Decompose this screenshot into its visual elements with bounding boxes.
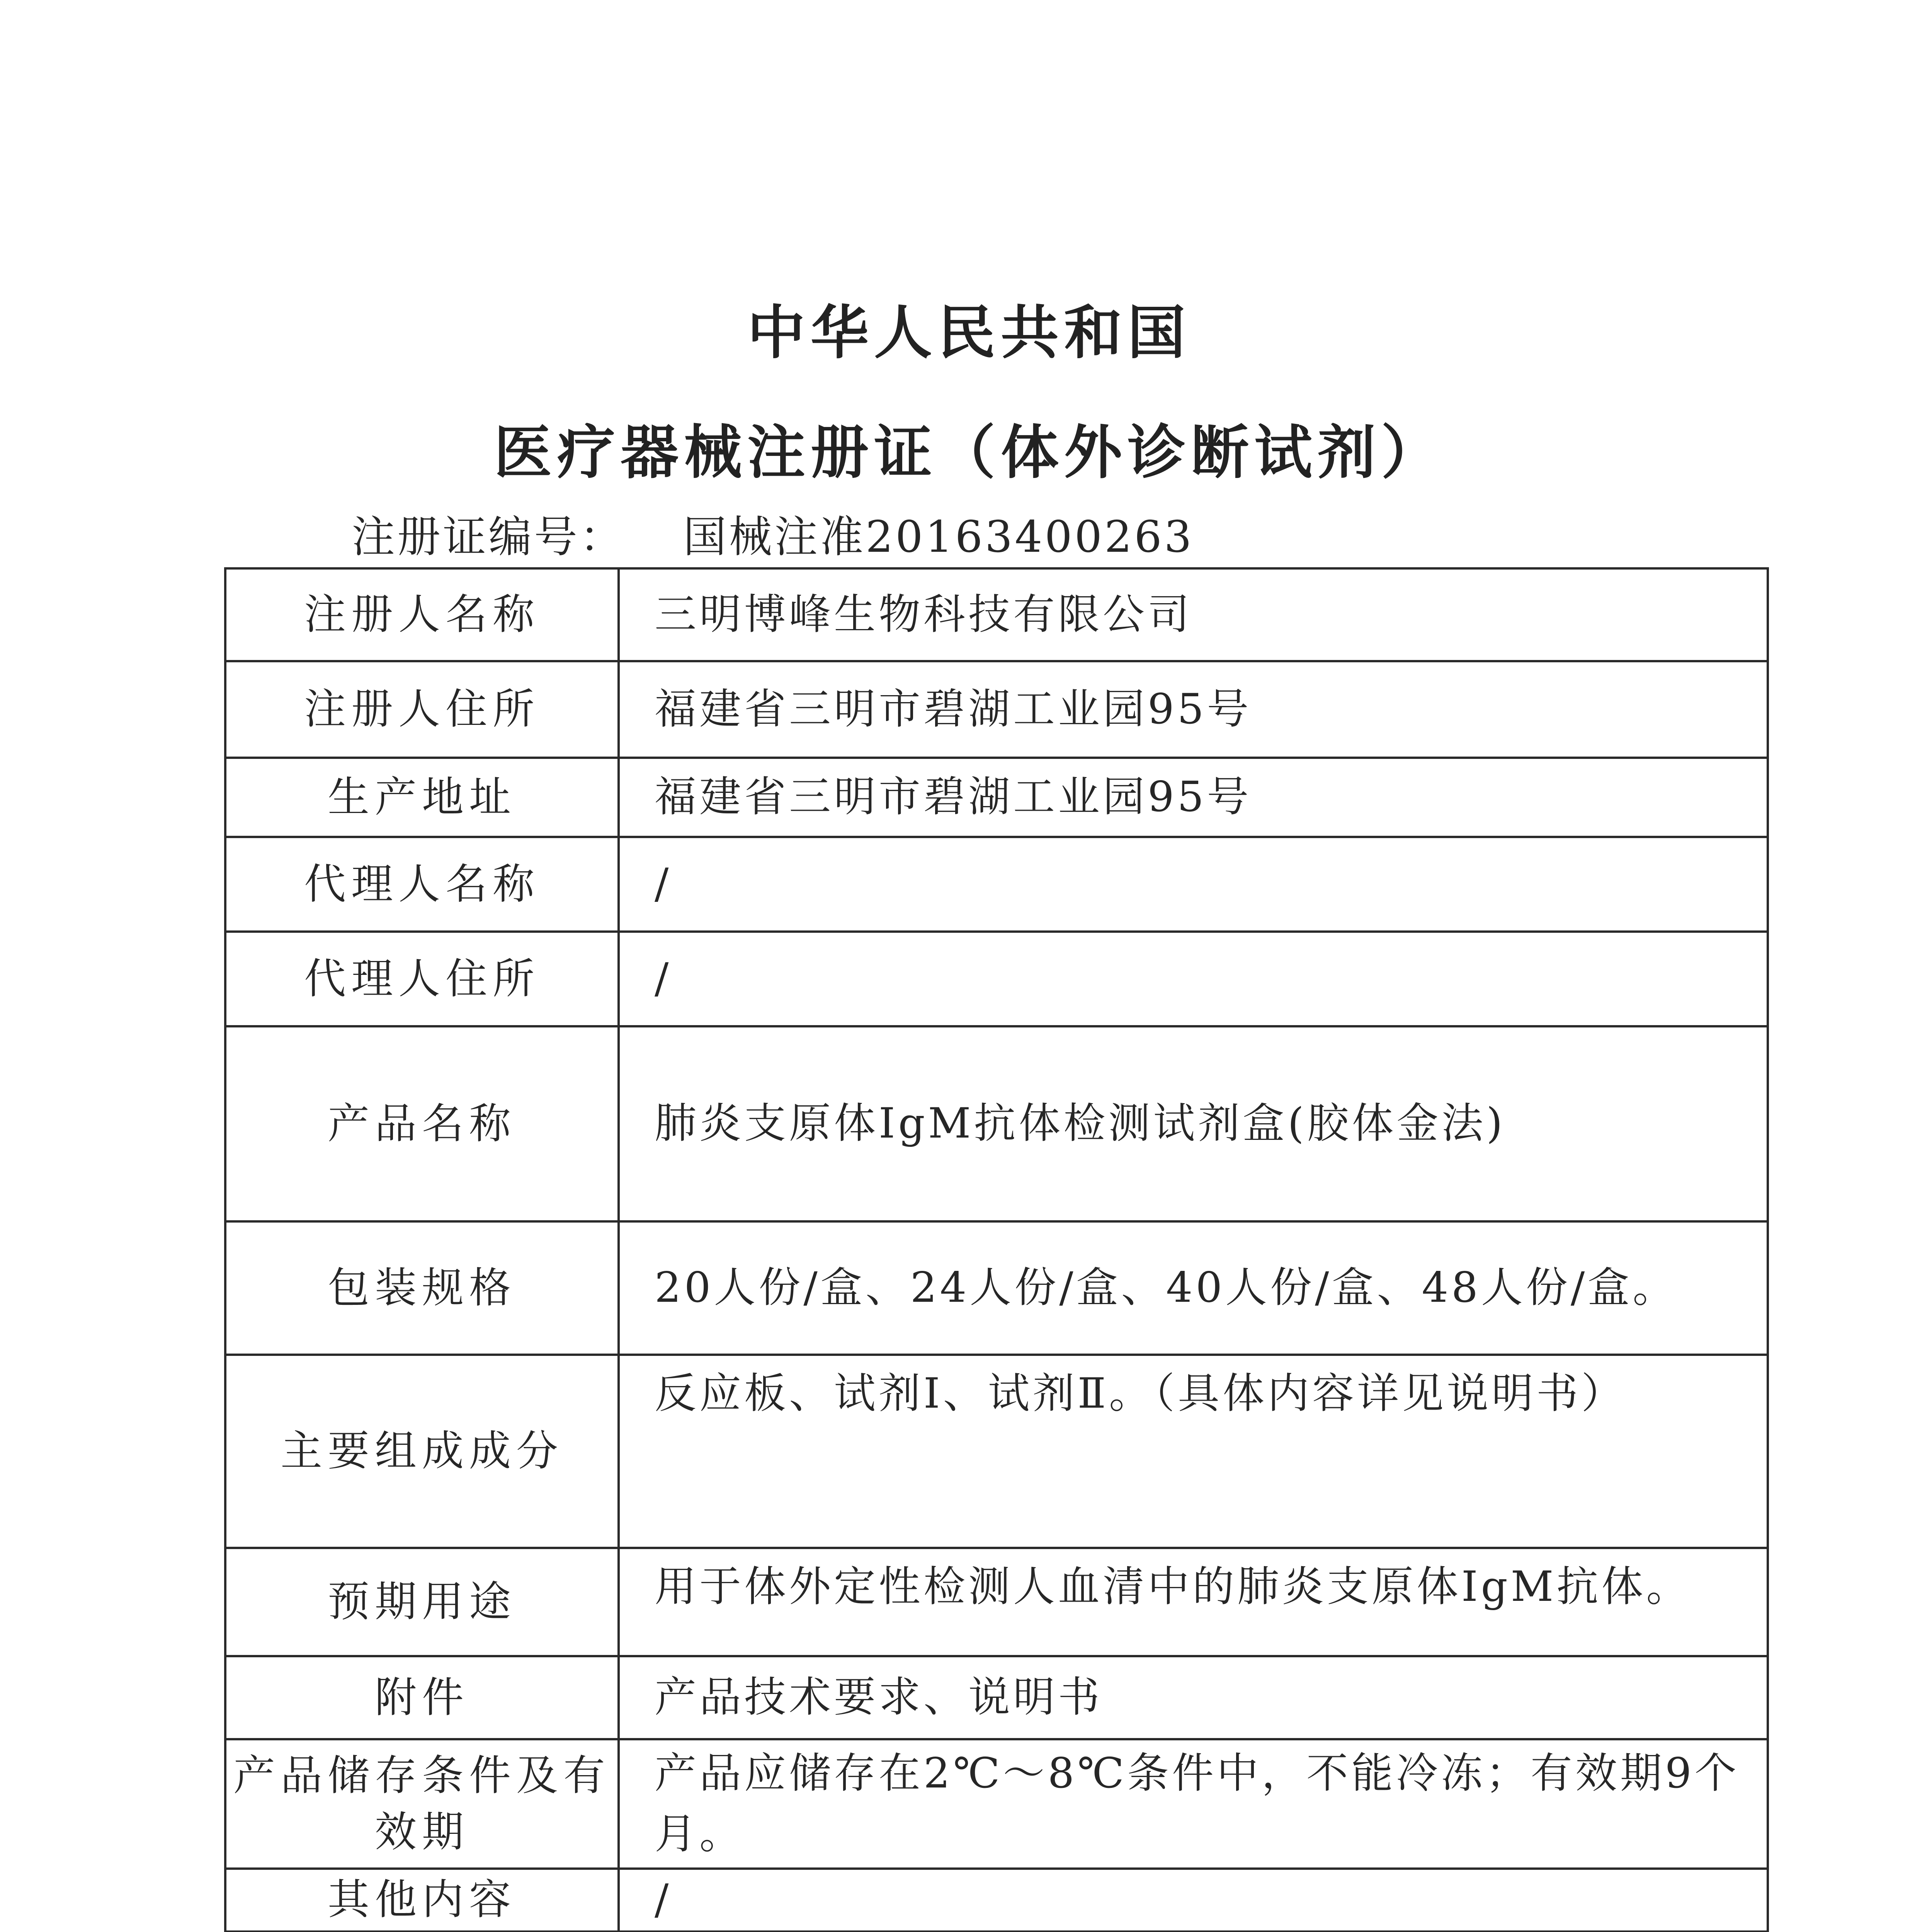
row-label: 代理人名称 [225, 837, 619, 932]
row-value: 产品应储存在2℃～8℃条件中，不能冷冻；有效期9个月。 [619, 1739, 1768, 1869]
row-value: 肺炎支原体IgM抗体检测试剂盒(胶体金法) [619, 1026, 1768, 1221]
row-label: 其他内容 [225, 1869, 619, 1932]
row-attachments [225, 1656, 1768, 1739]
row-label: 包装规格 [225, 1221, 619, 1355]
row-value: 福建省三明市碧湖工业园95号 [619, 758, 1768, 837]
row-value: 20人份/盒、24人份/盒、40人份/盒、48人份/盒。 [619, 1221, 1768, 1355]
row-value: / [619, 932, 1768, 1026]
row-label: 预期用途 [225, 1548, 619, 1656]
certificate-table [224, 567, 1769, 1932]
row-value: / [619, 1869, 1768, 1932]
row-value: 三明博峰生物科技有限公司 [619, 568, 1768, 661]
row-label: 注册人住所 [225, 661, 619, 758]
row-agent-name [225, 837, 1768, 932]
registration-number [352, 502, 1194, 565]
row-label: 附件 [225, 1656, 619, 1739]
row-intended-use [225, 1548, 1768, 1656]
row-value: 反应板、试剂Ⅰ、试剂Ⅱ。（具体内容详见说明书） [619, 1355, 1768, 1548]
row-label: 生产地址 [225, 758, 619, 837]
row-label: 产品名称 [225, 1026, 619, 1221]
row-label: 产品储存条件及有效期 [225, 1739, 619, 1869]
row-package-spec [225, 1221, 1768, 1355]
row-value: 福建省三明市碧湖工业园95号 [619, 661, 1768, 758]
registration-number-value: 国械注准20163400263 [683, 512, 1194, 562]
document-title: 医疗器械注册证（体外诊断试剂） [493, 418, 1444, 486]
row-production-address [225, 758, 1768, 837]
row-label: 主要组成成分 [225, 1355, 619, 1548]
row-storage-validity [225, 1739, 1768, 1869]
row-label: 注册人名称 [225, 568, 619, 661]
registration-number-label: 注册证编号： [352, 512, 625, 562]
row-value: 用于体外定性检测人血清中的肺炎支原体IgM抗体。 [619, 1548, 1768, 1656]
row-agent-address [225, 932, 1768, 1026]
row-value: 产品技术要求、说明书 [619, 1656, 1768, 1739]
row-label: 代理人住所 [225, 932, 619, 1026]
row-registrant-address [225, 661, 1768, 758]
row-other [225, 1869, 1768, 1932]
row-value: / [619, 837, 1768, 932]
row-main-components [225, 1355, 1768, 1548]
row-product-name [225, 1026, 1768, 1221]
document-title-country: 中华人民共和国 [747, 299, 1191, 367]
row-registrant-name [225, 568, 1768, 661]
